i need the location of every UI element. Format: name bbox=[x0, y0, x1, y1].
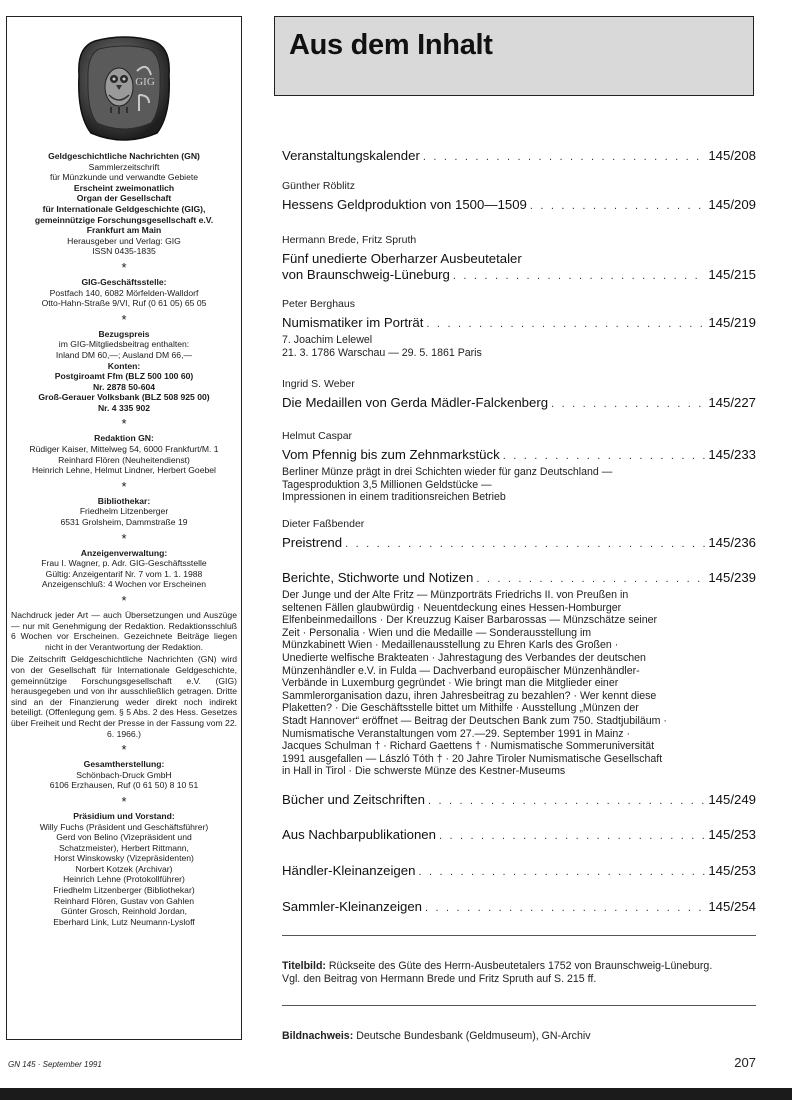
board-line-3: Schatzmeister), Herbert Rittmann, bbox=[59, 842, 189, 853]
toc-author: Dieter Faßbender bbox=[282, 518, 365, 530]
toc-page: 145/209 bbox=[708, 197, 756, 212]
notice-line: 1991 ausgefallen — László Tóth † · 20 Jahre Tiroler Numismatische Gesellschaft bbox=[282, 752, 663, 765]
office-line-2: Otto-Hahn-Straße 9/VI, Ruf (0 61 05) 65 05 bbox=[41, 298, 207, 309]
toc-subtitle: Berliner Münze prägt in drei Schichten wieder für ganz Deutschland — bbox=[282, 466, 613, 478]
board-line-9: Günter Grosch, Reinhold Jordan, bbox=[60, 906, 188, 917]
notice-line: Verbände in Luxemburg gegründet · Wie bringt man die Mitglieder einer bbox=[282, 677, 619, 690]
separator-star: * bbox=[121, 793, 127, 809]
cover-caption-label: Titelbild: bbox=[282, 960, 326, 972]
toc-title: von Braunschweig-Lüneburg bbox=[282, 267, 450, 282]
leader-dots bbox=[423, 149, 705, 165]
publication-info bbox=[13, 151, 235, 257]
notice-line: Münzkabinett Wien · Medaillenausstellung zu Ehren Karls des Großen · bbox=[282, 639, 619, 652]
accounts-heading: Konten: bbox=[107, 360, 141, 371]
leader-dots bbox=[345, 536, 705, 552]
board-line-6: Heinrich Lehne (Protokollführer) bbox=[63, 874, 185, 885]
credits-label: Bildnachweis: bbox=[282, 1030, 354, 1042]
leader-dots bbox=[426, 316, 705, 332]
divider bbox=[282, 1005, 756, 1006]
board-line-1: Willy Fuchs (Präsident und Geschäftsführer) bbox=[39, 821, 209, 832]
organ-line-1: Organ der Gesellschaft bbox=[76, 193, 172, 204]
ads-info bbox=[13, 548, 235, 590]
issue-footer: GN 145 · September 1991 bbox=[8, 1060, 102, 1069]
separator-star: * bbox=[121, 478, 127, 494]
printing-line-2: 6106 Erzhausen, Ruf (0 61 50) 8 10 51 bbox=[49, 780, 199, 791]
bottom-bar bbox=[0, 1088, 792, 1100]
notice-line: Unedierte welfische Brakteaten · Jahrestagung des Verbandes der deutschen bbox=[282, 651, 646, 664]
toc-entry bbox=[282, 863, 756, 880]
notice-line: Numismatische Veranstaltungen vom 27.—29. September 1991 in Mainz · bbox=[282, 727, 631, 740]
toc-entry bbox=[282, 827, 756, 844]
toc-entry bbox=[282, 430, 756, 504]
issn-line: ISSN 0435-1835 bbox=[92, 246, 156, 257]
toc-entry bbox=[282, 378, 756, 412]
library-heading: Bibliothekar: bbox=[97, 495, 151, 506]
masthead-box bbox=[6, 16, 242, 1040]
contents-header-box bbox=[274, 16, 754, 96]
board-line-4: Horst Winskowsky (Vizepräsidenten) bbox=[54, 853, 194, 864]
toc-page: 145/254 bbox=[708, 899, 756, 914]
image-credits bbox=[282, 1030, 756, 1043]
toc-title-line-1: Fünf unedierte Oberharzer Ausbeutetaler bbox=[282, 251, 522, 266]
account-line-3: Groß-Gerauer Volksbank (BLZ 508 925 00) bbox=[38, 392, 210, 403]
subscription-info bbox=[13, 329, 235, 414]
notice-line: Münzenhändler e.V. in Fulda — Dachverband europäischer Münzenhändler- bbox=[282, 664, 640, 677]
toc-title: Berichte, Stichworte und Notizen bbox=[282, 570, 474, 585]
account-line-4: Nr. 4 335 902 bbox=[97, 402, 151, 413]
board-line-5: Norbert Kotzek (Archivar) bbox=[75, 863, 173, 874]
toc-subtitle: 21. 3. 1786 Warschau — 29. 5. 1861 Paris bbox=[282, 346, 482, 359]
office-line-1: Postfach 140, 6082 Mörfelden-Walldorf bbox=[49, 287, 199, 298]
notice-line: Der Junge und der Alte Fritz — Münzporträts Friedrichs II. von Preußen in bbox=[282, 589, 629, 601]
toc-page: 145/253 bbox=[708, 827, 756, 842]
cover-caption-text: Rückseite des Güte des Herrn-Ausbeutetalers 1752 von Braunschweig-Lüneburg. bbox=[328, 960, 713, 972]
toc-subtitle: Impressionen in einem traditionsreichen Betrieb bbox=[282, 491, 506, 504]
publication-subtitle: Sammlerzeitschrift bbox=[88, 161, 160, 172]
toc-title: Hessens Geldproduktion von 1500—1509 bbox=[282, 197, 527, 212]
toc-entry bbox=[282, 792, 756, 809]
notice-line: Sammlerorganisation dazu, ihren Jahresbeitrag zu bezahlen? · Wer kennt diese bbox=[282, 689, 657, 702]
toc-entry bbox=[282, 570, 756, 778]
editorial-line-2: Reinhard Flören (Neuheitendienst) bbox=[58, 454, 190, 465]
toc-entry bbox=[282, 180, 756, 214]
ads-line-3: Anzeigenschluß: 4 Wochen vor Erscheinen bbox=[41, 579, 207, 590]
subscription-line-2: Inland DM 60,—; Ausland DM 66,— bbox=[55, 349, 193, 360]
toc-page: 145/249 bbox=[708, 792, 756, 807]
separator-star: * bbox=[121, 416, 127, 432]
toc-title: Bücher und Zeitschriften bbox=[282, 792, 425, 807]
toc-title: Veranstaltungskalender bbox=[282, 148, 420, 163]
leader-dots bbox=[503, 448, 706, 464]
toc-entry bbox=[282, 298, 756, 359]
toc-page: 145/233 bbox=[708, 447, 756, 462]
toc-author: Hermann Brede, Fritz Spruth bbox=[282, 234, 417, 246]
cover-caption-text-2: Vgl. den Beitrag von Hermann Brede und Fritz Spruth auf S. 215 ff. bbox=[282, 973, 597, 985]
publication-subtitle-2: für Münzkunde und verwandte Gebiete bbox=[49, 172, 199, 183]
office-info bbox=[13, 277, 235, 309]
toc-title: Die Medaillen von Gerda Mädler-Falckenberg bbox=[282, 395, 549, 410]
board-line-8: Reinhard Flören, Gustav von Gahlen bbox=[54, 895, 194, 906]
separator-star: * bbox=[121, 311, 127, 327]
ads-heading: Anzeigenverwaltung: bbox=[80, 547, 168, 558]
toc-page: 145/253 bbox=[708, 863, 756, 878]
cover-caption bbox=[282, 960, 756, 986]
separator-star: * bbox=[121, 530, 127, 546]
subscription-line-1: im GIG-Mitgliedsbeitrag enthalten: bbox=[58, 339, 190, 350]
ownership-notice: Die Zeitschrift Geldgeschichtliche Nachrichten (GN) wird von der Gesellschaft für Internationale Geldgeschichte, gemeinnützige Forschungsgesellschaft e.V. (GIG) herausgegeben und von ihr ausschließlich getragen. Dritte sind an der Finanzierung weder direkt noch indirekt beteiligt. (Offenlegung gem. § 5 Abs. 2 des Hess. Gesetzes über Freiheit und Recht der Presse in der Fassung vom 22. 6. 1966.) bbox=[11, 654, 237, 739]
office-heading: GIG-Geschäftsstelle: bbox=[81, 276, 167, 287]
notice-line: seltenen Fällen glaubwürdig · Neuentdeckung eines Hessen-Homburger bbox=[282, 601, 622, 614]
toc-page: 145/236 bbox=[708, 535, 756, 550]
board-line-10: Eberhard Link, Lutz Neumann-Lysloff bbox=[53, 916, 195, 927]
leader-dots bbox=[418, 864, 705, 880]
leader-dots bbox=[551, 396, 705, 412]
editorial-info bbox=[13, 433, 235, 475]
leader-dots bbox=[453, 268, 705, 284]
credits-text: Deutsche Bundesbank (Geldmuseum), GN-Archiv bbox=[356, 1030, 591, 1042]
toc-author: Peter Berghaus bbox=[282, 298, 355, 310]
toc-author: Günther Röblitz bbox=[282, 180, 355, 192]
publication-frequency: Erscheint zweimonatlich bbox=[73, 182, 175, 193]
ads-line-2: Gültig: Anzeigentarif Nr. 7 vom 1. 1. 1988 bbox=[45, 568, 203, 579]
printing-line-1: Schönbach-Druck GmbH bbox=[76, 769, 172, 780]
notice-line: Plaketten? · Die Geschäftsstelle bittet um Mithilfe · Ausstellung „Münzen der bbox=[282, 702, 639, 715]
toc-title: Händler-Kleinanzeigen bbox=[282, 863, 416, 878]
gig-seal-logo bbox=[75, 35, 173, 143]
leader-dots bbox=[476, 571, 705, 587]
toc-entry bbox=[282, 234, 756, 284]
toc-page: 145/219 bbox=[708, 315, 756, 330]
notice-line: Jacques Schulman † · Richard Gaettens † · Numismatische Sommeruniversität bbox=[282, 740, 655, 753]
toc-title: Vom Pfennig bis zum Zehnmarkstück bbox=[282, 447, 500, 462]
toc-author: Helmut Caspar bbox=[282, 430, 353, 442]
printing-info bbox=[13, 759, 235, 791]
notice-line: Zeit · Personalia · Wien und die Medaille — Sonderausstellung im bbox=[282, 626, 592, 639]
board-line-2: Gerd von Belino (Vizepräsident und bbox=[56, 832, 192, 843]
board-heading: Präsidium und Vorstand: bbox=[73, 810, 175, 821]
toc-entry bbox=[282, 899, 756, 916]
printing-heading: Gesamtherstellung: bbox=[83, 759, 165, 770]
library-info bbox=[13, 496, 235, 528]
leader-dots bbox=[530, 198, 705, 214]
account-line-2: Nr. 2878 50-604 bbox=[92, 381, 156, 392]
page-number: 207 bbox=[734, 1055, 756, 1070]
toc-title: Numismatiker im Porträt bbox=[282, 315, 424, 330]
separator-star: * bbox=[121, 742, 127, 758]
toc-entry bbox=[282, 148, 756, 165]
notice-line: Stadt Hannover“ eröffnet — Beitrag der Deutschen Bank zum 750. Stadtjubiläum · bbox=[282, 714, 667, 727]
board-info bbox=[13, 811, 235, 928]
notice-line: in Hall in Tirol · Die schwerste Münze des Kestner-Museums bbox=[282, 765, 566, 778]
leader-dots bbox=[439, 828, 705, 844]
toc-title: Aus Nachbarpublikationen bbox=[282, 827, 436, 842]
organ-line-3: gemeinnützige Forschungsgesellschaft e.V. bbox=[34, 214, 214, 225]
contents-title: Aus dem Inhalt bbox=[289, 29, 493, 61]
board-line-7: Friedhelm Litzenberger (Bibliothekar) bbox=[53, 885, 195, 896]
svg-text:GIG: GIG bbox=[135, 76, 155, 88]
ads-line-1: Frau I. Wagner, p. Adr. GIG-Geschäftsstelle bbox=[41, 558, 207, 569]
editorial-line-1: Rüdiger Kaiser, Mittelweg 54, 6000 Frankfurt/M. 1 bbox=[29, 444, 219, 455]
organ-line-2: für Internationale Geldgeschichte (GIG), bbox=[42, 203, 206, 214]
toc-page: 145/215 bbox=[708, 267, 756, 282]
editorial-heading: Redaktion GN: bbox=[94, 433, 154, 444]
subscription-heading: Bezugspreis bbox=[98, 328, 150, 339]
toc-title: Preistrend bbox=[282, 535, 343, 550]
editorial-line-3: Heinrich Lehne, Helmut Lindner, Herbert Goebel bbox=[32, 465, 216, 476]
toc-page: 145/227 bbox=[708, 395, 756, 410]
publisher-line: Herausgeber und Verlag: GIG bbox=[67, 235, 181, 246]
library-line-2: 6531 Grolsheim, Dammstraße 19 bbox=[60, 517, 188, 528]
toc-title: Sammler-Kleinanzeigen bbox=[282, 899, 423, 914]
leader-dots bbox=[425, 900, 705, 916]
toc-page: 145/208 bbox=[708, 148, 756, 163]
toc-subtitle: 7. Joachim Lelewel bbox=[282, 334, 373, 346]
account-line-1: Postgiroamt Ffm (BLZ 500 100 60) bbox=[54, 371, 194, 382]
publication-title: Geldgeschichtliche Nachrichten (GN) bbox=[48, 151, 200, 161]
divider bbox=[282, 935, 756, 936]
separator-star: * bbox=[121, 593, 127, 608]
organ-line-4: Frankfurt am Main bbox=[86, 225, 162, 236]
library-line-1: Friedhelm Litzenberger bbox=[79, 506, 169, 517]
toc-subtitle: Tagesproduktion 3,5 Millionen Geldstücke — bbox=[282, 478, 492, 491]
leader-dots bbox=[428, 793, 705, 809]
toc-entry bbox=[282, 518, 756, 552]
reprint-notice: Nachdruck jeder Art — auch Übersetzungen und Auszüge — nur mit Genehmigung der Redaktion. Redaktionsschluß 6 Wochen vor Erscheinen. Gezeichnete Beiträge liegen nicht in der Verantwortung der Redaktion. bbox=[11, 610, 237, 652]
separator-star: * bbox=[121, 259, 127, 275]
toc-author: Ingrid S. Weber bbox=[282, 378, 355, 390]
toc-page: 145/239 bbox=[708, 570, 756, 585]
notice-line: Elfenbeinmedaillons · Der Kreuzzug Kaiser Barbarossas — Münzschätze seiner bbox=[282, 614, 658, 627]
